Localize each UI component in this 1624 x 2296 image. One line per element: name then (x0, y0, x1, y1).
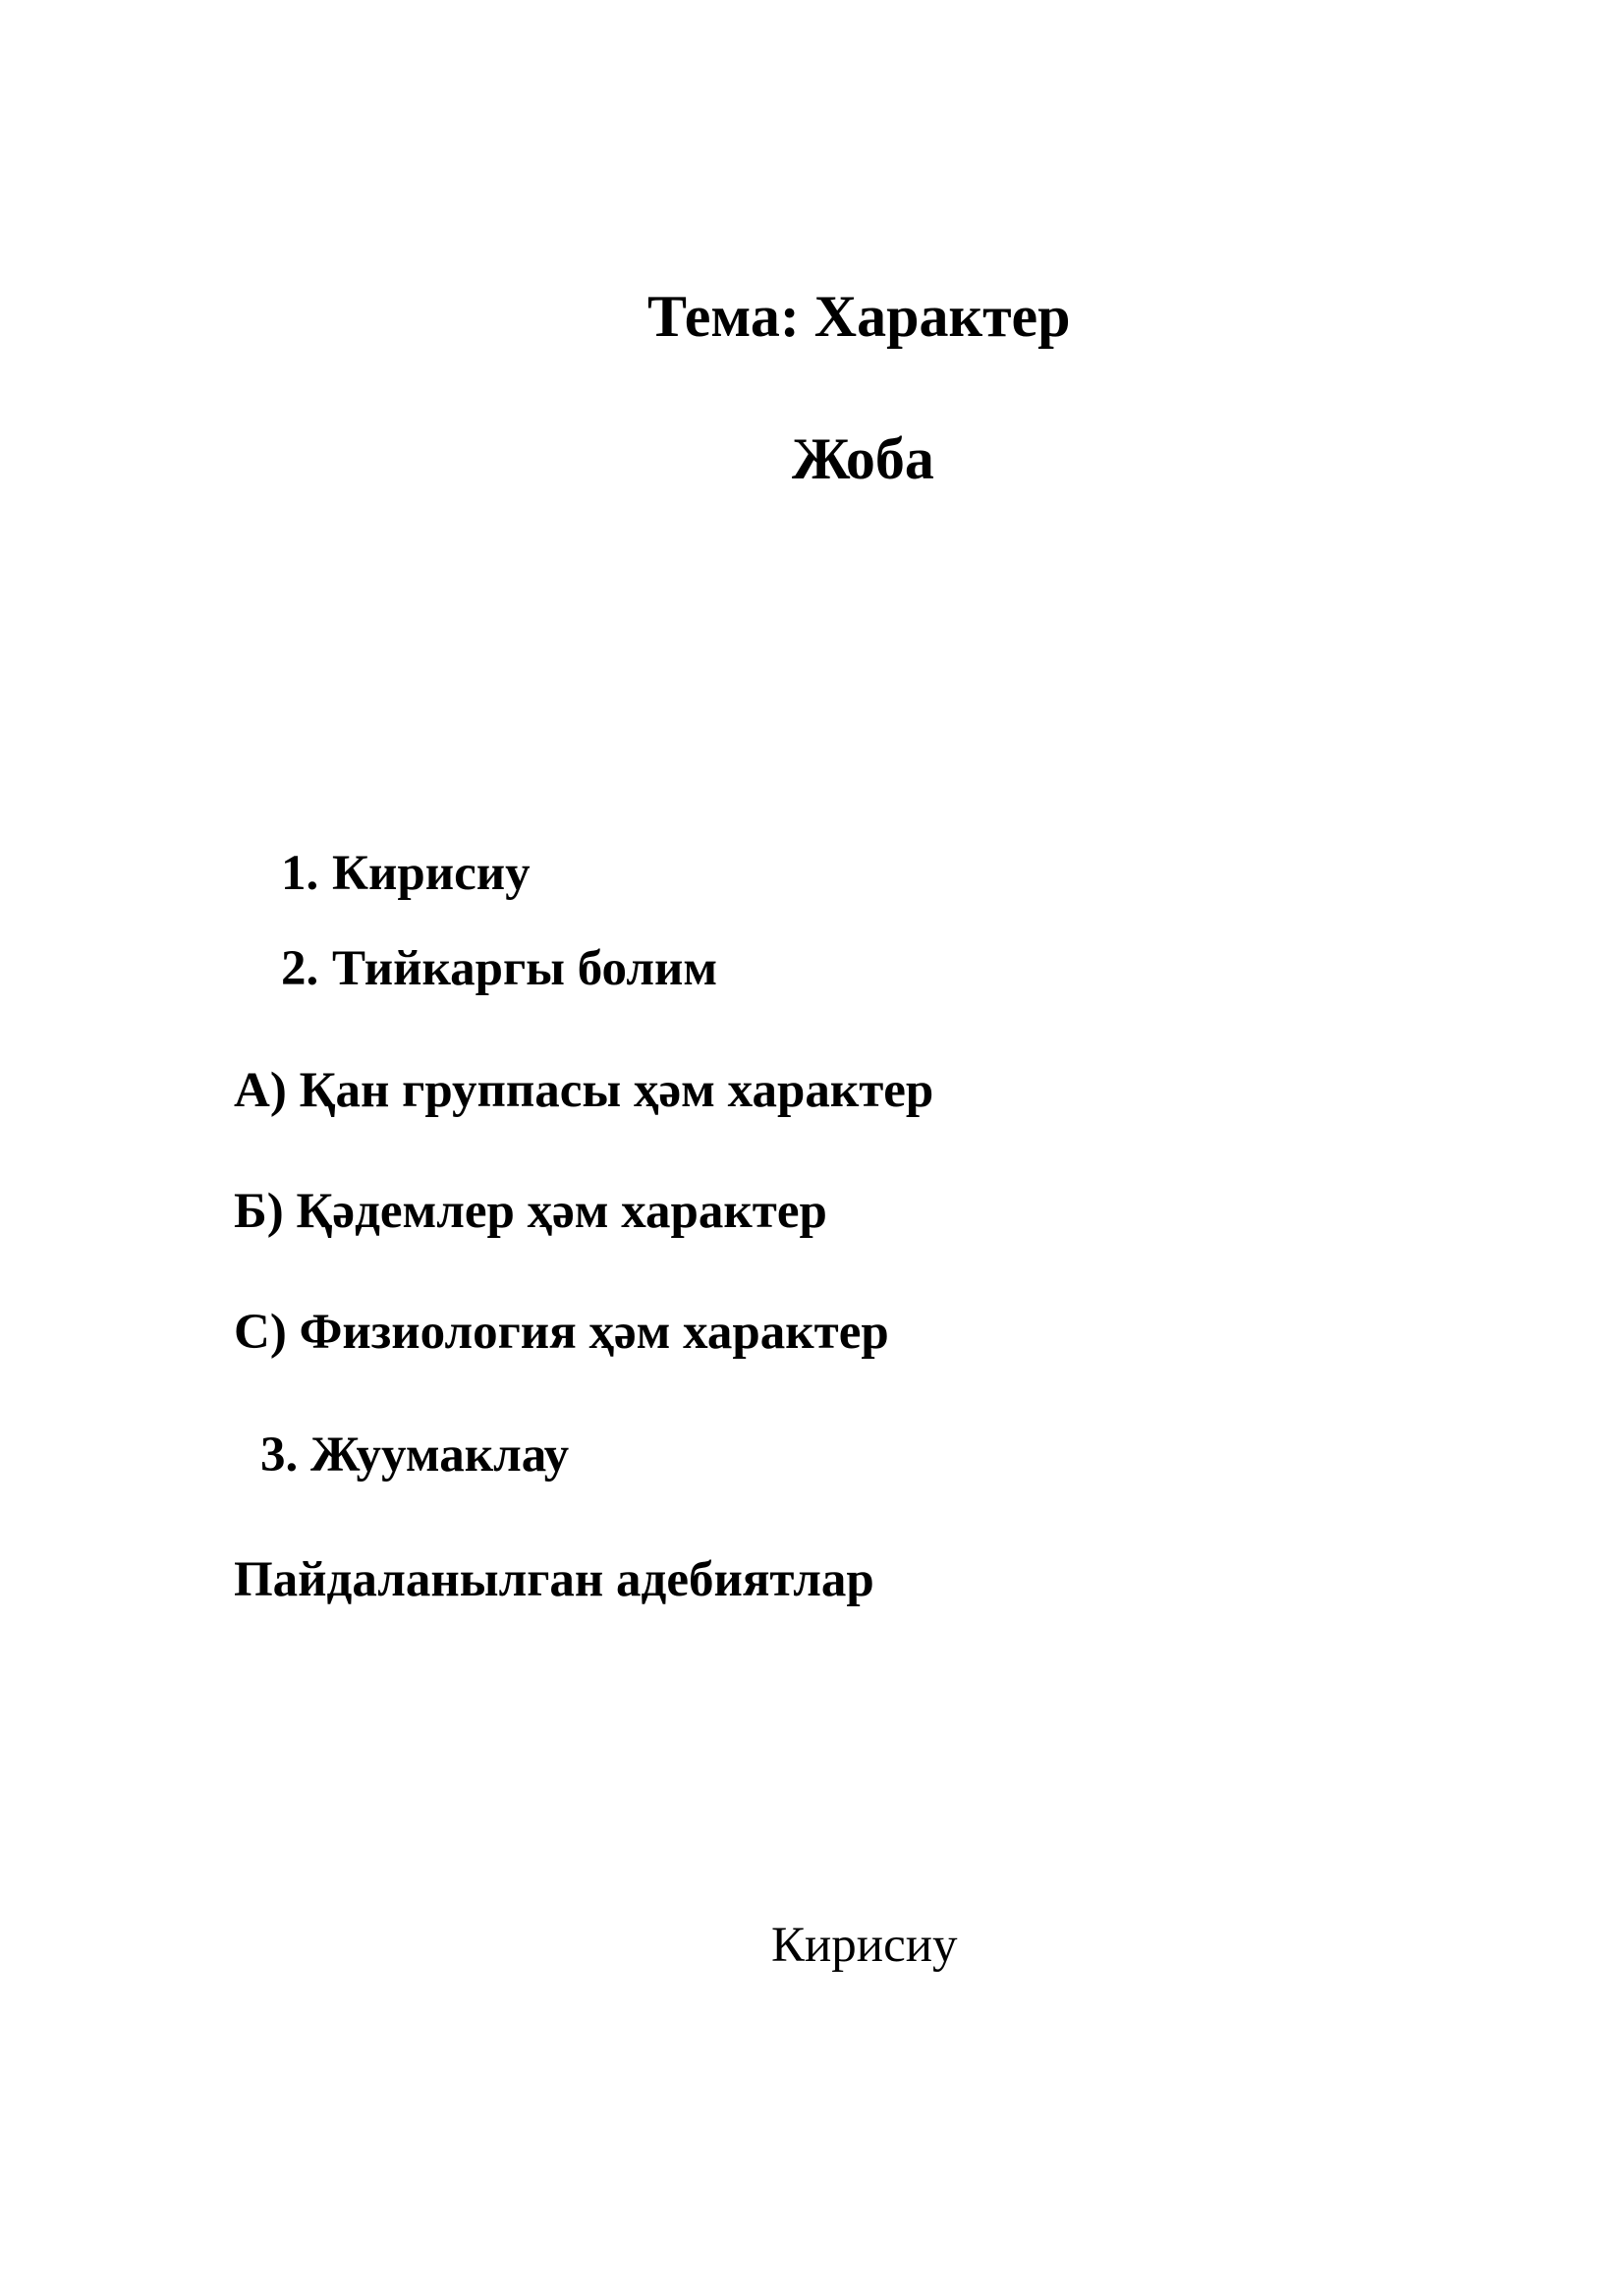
toc-subitem-b: Б) Қәдемлер ҳәм характер (234, 1184, 827, 1239)
plan-title: Жоба (792, 426, 934, 491)
topic-title: Тема: Характер (647, 284, 1071, 349)
toc-item-2-label: Тийкаргы болим (332, 941, 718, 996)
toc-item-1-number: 1. (281, 846, 319, 901)
toc-subitem-c: С) Физиология ҳәм характер (234, 1305, 889, 1360)
toc-item-2-number: 2. (281, 941, 319, 996)
toc-references: Пайдаланылган адебиятлар (234, 1552, 874, 1607)
toc-item-1-label: Кирисиу (332, 846, 531, 901)
toc-subitem-a: А) Қан группасы ҳәм характер (234, 1063, 934, 1118)
toc-item-3: 3. Жуумаклау (260, 1428, 570, 1483)
section-heading: Кирисиу (771, 1918, 958, 1973)
